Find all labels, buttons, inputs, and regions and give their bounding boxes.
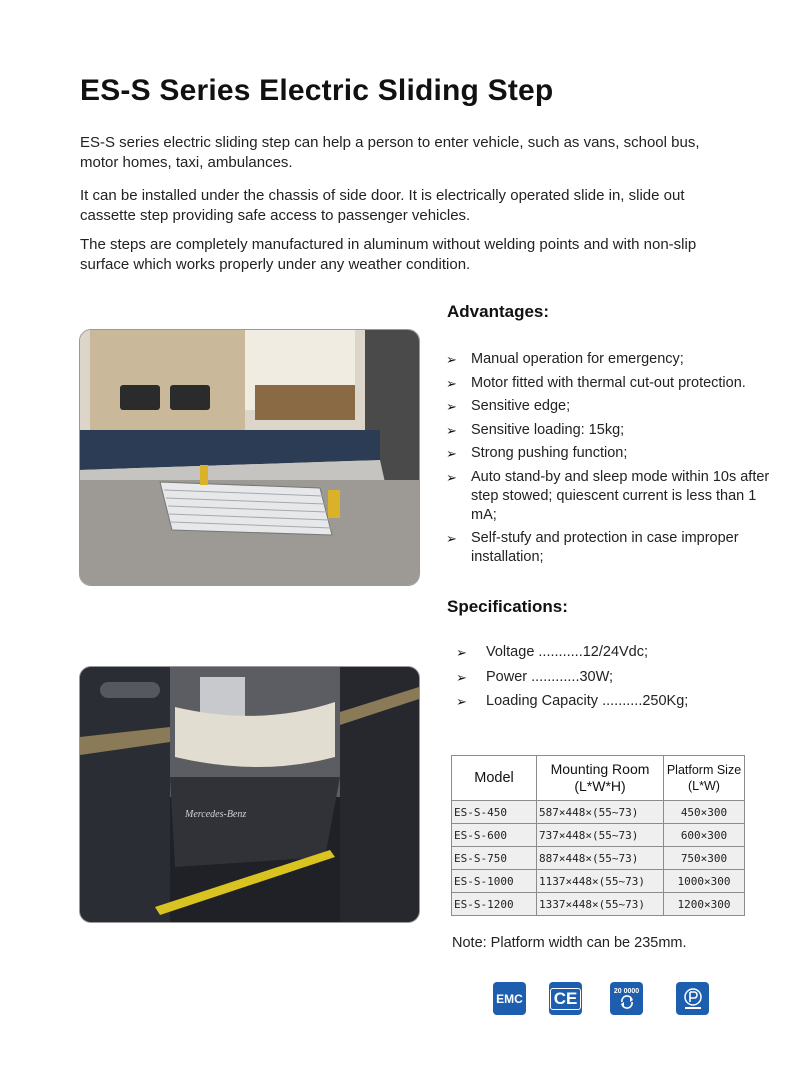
intro-paragraph-1: ES-S series electric sliding step can help a person to enter vehicle, such as vans, school bus, motor homes, taxi, ambulances. bbox=[80, 134, 700, 171]
table-row bbox=[452, 893, 745, 916]
arrow-bullet-icon: ➢ bbox=[446, 375, 457, 391]
arrow-bullet-icon: ➢ bbox=[456, 645, 467, 660]
platform-size-cell: 600×300 bbox=[664, 824, 745, 847]
van-step-illustration bbox=[80, 667, 419, 922]
column-header-platform-size: Platform Size (L*W) bbox=[664, 756, 745, 801]
table-row bbox=[452, 801, 745, 824]
list-item: ➢ Self-stufy and protection in case improper installation; bbox=[446, 530, 739, 565]
step-deployed-photo bbox=[79, 329, 420, 586]
model-cell: ES-S-600 bbox=[452, 824, 537, 847]
patent-emblem-icon bbox=[680, 986, 706, 1012]
mounting-room-cell: 1137×448×(55~73) bbox=[537, 870, 664, 893]
mounting-room-cell: 587×448×(55~73) bbox=[537, 801, 664, 824]
arrow-bullet-icon: ➢ bbox=[446, 399, 457, 414]
model-cell: ES-S-1000 bbox=[452, 870, 537, 893]
emc-badge-icon: EMC bbox=[493, 982, 526, 1015]
van-step-photo bbox=[79, 666, 420, 923]
column-header-mounting-room: Mounting Room (L*W*H) bbox=[537, 756, 664, 801]
model-spec-table bbox=[451, 755, 745, 916]
platform-size-cell: 1200×300 bbox=[664, 893, 745, 916]
arrow-bullet-icon: ➢ bbox=[446, 531, 457, 546]
model-cell: ES-S-1200 bbox=[452, 893, 537, 916]
mounting-room-cell: 887×448×(55~73) bbox=[537, 847, 664, 870]
intro-paragraph-2: It can be installed under the chassis of side door. It is electrically operated slide in, slide out cassette step providing safe access to passenger vehicles. bbox=[80, 187, 685, 224]
mounting-room-cell: 737×448×(55~73) bbox=[537, 824, 664, 847]
specifications-list bbox=[456, 643, 688, 717]
certification-badges bbox=[490, 982, 720, 1016]
table-row bbox=[452, 847, 745, 870]
platform-size-cell: 750×300 bbox=[664, 847, 745, 870]
step-deployed-illustration bbox=[80, 330, 419, 585]
arrow-bullet-icon: ➢ bbox=[446, 446, 457, 461]
platform-size-cell: 450×300 bbox=[664, 801, 745, 824]
list-item: ➢ Auto stand-by and sleep mode within 10s after step stowed; quiescent current is less than 1 mA; bbox=[446, 468, 770, 523]
brand-lettering: Mercedes-Benz bbox=[185, 809, 247, 820]
arrow-bullet-icon: ➢ bbox=[446, 352, 457, 367]
list-item: ➢ Loading Capacity ..........250Kg; bbox=[456, 693, 689, 709]
patent-badge-icon bbox=[676, 982, 709, 1015]
list-item: ➢ Sensitive loading: 15kg; bbox=[446, 421, 625, 438]
arrow-bullet-icon: ➢ bbox=[446, 469, 457, 485]
ce-mark: CE bbox=[550, 988, 582, 1010]
arrow-bullet-icon: ➢ bbox=[456, 694, 467, 709]
intro-paragraph-3: The steps are completely manufactured in aluminum without welding points and with non-slip surface which works properly under any weather condition. bbox=[80, 236, 697, 273]
table-header-row bbox=[452, 756, 745, 801]
arrow-bullet-icon: ➢ bbox=[446, 422, 457, 438]
table-row bbox=[452, 870, 745, 893]
platform-size-cell: 1000×300 bbox=[664, 870, 745, 893]
model-cell: ES-S-450 bbox=[452, 801, 537, 824]
advantages-heading: Advantages: bbox=[447, 302, 550, 321]
column-header-model: Model bbox=[452, 756, 537, 801]
cycle-test-badge-icon bbox=[610, 982, 643, 1015]
arrow-bullet-icon: ➢ bbox=[456, 669, 467, 685]
advantages-list bbox=[446, 350, 786, 572]
table-row bbox=[452, 824, 745, 847]
specifications-heading: Specifications: bbox=[447, 597, 568, 616]
list-item: ➢ Strong pushing function; bbox=[446, 445, 628, 461]
list-item: ➢ Power ............30W; bbox=[456, 668, 614, 685]
list-item: ➢ Voltage ...........12/24Vdc; bbox=[456, 644, 649, 660]
cycle-arrows-icon bbox=[619, 995, 635, 1009]
page-title: ES-S Series Electric Sliding Step bbox=[80, 74, 554, 107]
ce-badge-icon bbox=[549, 982, 582, 1015]
list-item: ➢ Manual operation for emergency; bbox=[446, 351, 684, 367]
model-cell: ES-S-750 bbox=[452, 847, 537, 870]
list-item: ➢ Motor fitted with thermal cut-out protection. bbox=[446, 374, 746, 391]
list-item: ➢ Sensitive edge; bbox=[446, 398, 571, 414]
platform-width-note: Note: Platform width can be 235mm. bbox=[452, 935, 687, 951]
cycle-count-label: 20 0000 bbox=[613, 988, 640, 995]
mounting-room-cell: 1337×448×(55~73) bbox=[537, 893, 664, 916]
